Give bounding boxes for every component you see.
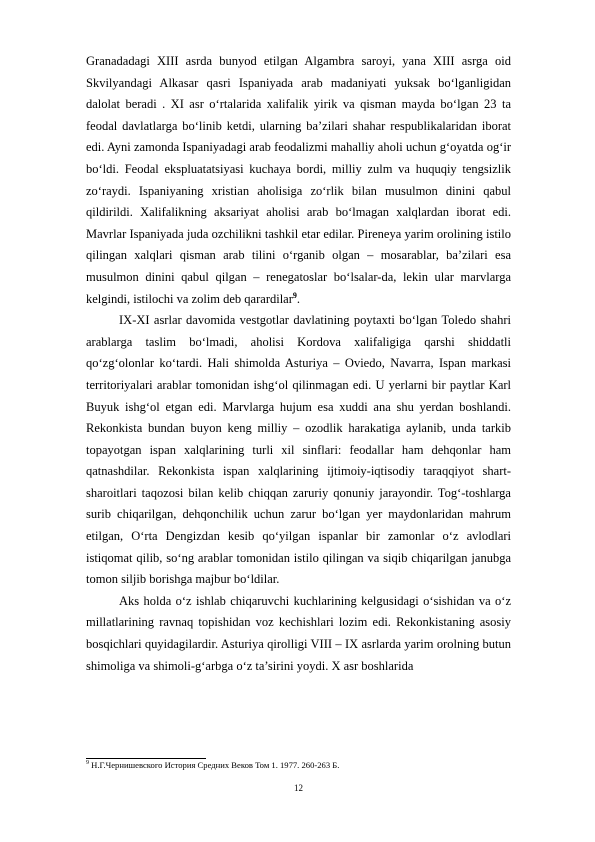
page-number: 12 bbox=[294, 783, 303, 793]
paragraph-1 bbox=[86, 51, 511, 310]
footnote-number: 9 bbox=[86, 760, 89, 767]
paragraph-1-text: Granadadagi XIII asrda bunyod etilgan Algambra saroyi, yana XIII asrga oid Skvilyandagi Alkasar qasri Ispaniyada arab madaniyati yuksak bo‘lganligidan dalolat beradi . XI asr o‘rtalarida xalifalik yirik va qisman mayda bo‘lgan 23 ta feodal davlatlarga bo‘linib ketdi, ularning ba’zilari shahar respublikalaridan iborat edi. Ayni zamonda Ispaniyadagi arab feodalizmi mahalliy aholi uchun g‘oyatda og‘ir bo‘ldi. Feodal ekspluatatsiyasi kuchaya bordi, milliy zulm va huquqiy tengsizlik zo‘raydi. Ispaniyaning xristian aholisiga zo‘rlik bilan musulmon dinini qabul qildirildi. Xalifalikning aksariyat aholisi arab bo‘lmagan xalqlardan iborat edi. Mavrlar Ispaniyada juda ozchilikni tashkil etar edilar. Pireneya yarim orolining istilo qilingan xalqlari qisman arab tilini o‘rganib olgan – mosarablar, ba’zilari esa musulmon dinini qabul qilgan – renegatoslar bo‘lsalar-da, lekin ular marvlarga kelgindi, istilochi va zolim deb qarardilar bbox=[86, 54, 511, 306]
paragraph-2: IX-XI asrlar davomida vestgotlar davlatining poytaxti bo‘lgan Toledo shahri arablarga taslim bo‘lmadi, aholisi Kordova xalifaligiga qarshi shiddatli qo‘zg‘olonlar ko‘tardi. Hali shimolda Asturiya – Oviedo, Navarra, Ispan markasi territoriyalari arablar tomonidan ishg‘ol qilinmagan edi. U yerlarni bir paytlar Karl Buyuk ishg‘ol etgan edi. Marvlarga hujum esa xuddi ana shu yerdan boshlandi. Rekonkista bundan buyon keng milliy – ozodlik harakatiga aylanib, unda tarkib topayotgan ispan xalqlarining turli xil sinflari: feodallar ham dehqonlar ham qatnashdilar. Rekonkista ispan xalqlarining ijtimoiy-iqtisodiy taraqqiyot shart-sharoitlari taqozosi bilan kelib chiqqan zaruriy qonuniy jarayondir. Tog‘-toshlarga surib chiqarilgan, dehqonchilik uchun zarur bo‘lgan yer maydonlaridan mahrum etilgan, O‘rta Dengizdan kesib qo‘yilgan ispanlar bir zamonlar o‘z avlodlari istiqomat qilib, so‘ng arablar tomonidan istilo qilingan va siqib chiqarilgan janubga tomon siljib borishga majbur bo‘ldilar. bbox=[86, 313, 511, 587]
paragraph-1-end: . bbox=[296, 291, 301, 306]
footnote-reference: 9 bbox=[292, 290, 297, 300]
footnote-text: Н.Г.Чернишевского История Средних Веков Том 1. 1977. 260-263 Б. bbox=[89, 760, 340, 770]
body-text bbox=[86, 51, 511, 677]
paragraph-3: Aks holda o‘z ishlab chiqaruvchi kuchlarining kelgusidagi o‘sishidan va o‘z millatlarining ravnaq topishidan voz kechishlari lozim edi. Rekonkistaning asosiy bosqichlari quyidagilardir. Asturiya qirolligi VIII – IX asrlarda yarim orolning butun shimoliga va shimoli-g‘arbga o‘z ta’sirini yoydi. X asr boshlarida bbox=[86, 593, 511, 673]
footnote-divider bbox=[86, 758, 206, 759]
footnote bbox=[86, 760, 511, 771]
